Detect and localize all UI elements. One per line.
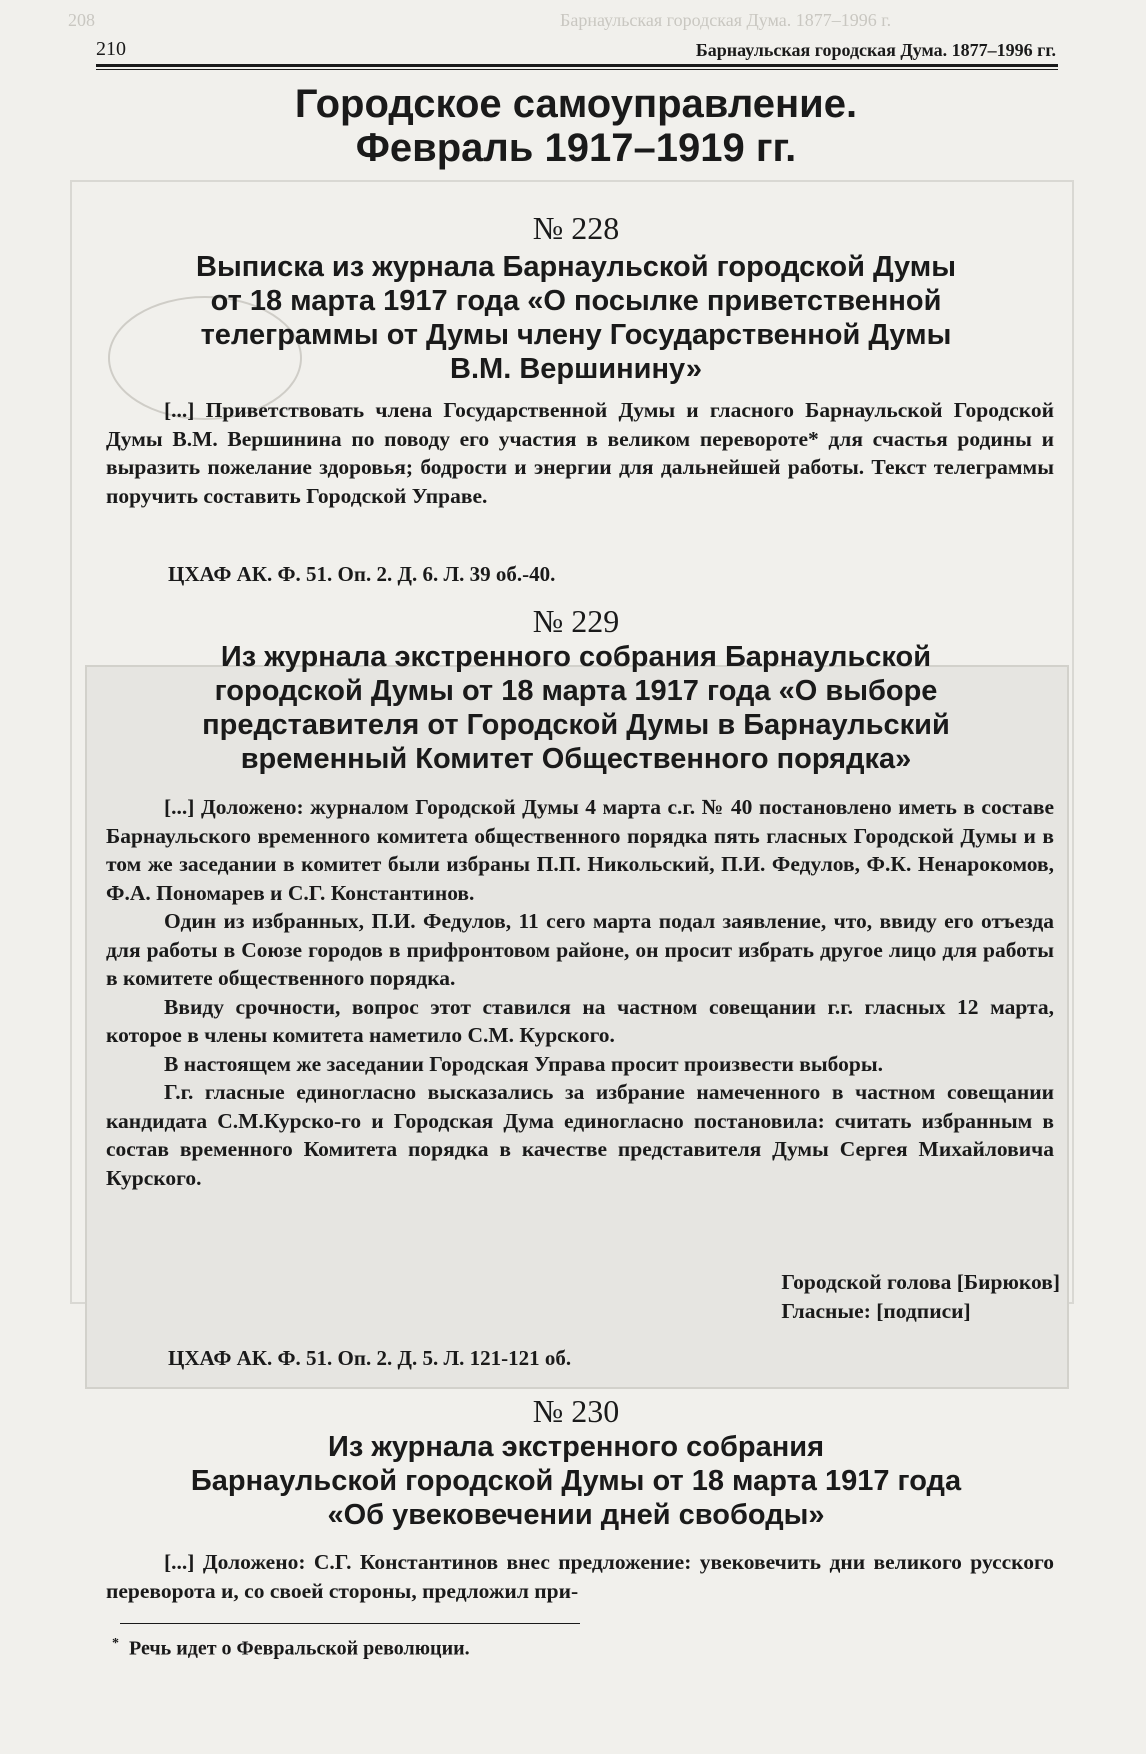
title-line: городской Думы от 18 марта 1917 года «О выборе xyxy=(214,675,938,707)
footnote-rule xyxy=(120,1623,580,1624)
title-line: представителя от Городской Думы в Барнаульский xyxy=(202,709,950,741)
document-number: № 228 xyxy=(532,210,620,246)
footnote xyxy=(112,1636,470,1661)
paragraph: [...] Доложено: С.Г. Константинов внес предложение: увековечить дни великого русского переворота и, со своей стороны, предложил при- xyxy=(106,1550,1054,1603)
document-body xyxy=(106,1548,1054,1605)
paragraph: [...] Приветствовать члена Государственной Думы и гласного Барнаульской Городской Думы В.М. Вершинина по поводу его участия в великом перевороте* для счастья родины и выразить пожелание здоровья; бодрости и энергии для дальнейшей работы. Текст телеграммы поручить составить Городской Управе. xyxy=(106,398,1054,508)
title-line: «Об увековечении дней свободы» xyxy=(327,1499,825,1531)
document-title xyxy=(96,640,1056,776)
section-title-line: Городское самоуправление. xyxy=(294,82,858,126)
archive-source: ЦХАФ АК. Ф. 51. Оп. 2. Д. 5. Л. 121-121 об. xyxy=(168,1346,572,1370)
title-line: Из журнала экстренного собрания xyxy=(328,1431,824,1463)
title-line: Из журнала экстренного собрания Барнаульской xyxy=(220,641,932,673)
footnote-text: Речь идет о Февральской революции. xyxy=(129,1637,470,1660)
running-header xyxy=(96,36,1056,64)
paragraph: Ввиду срочности, вопрос этот ставился на частном совещании г.г. гласных 12 марта, которое в члены комитета наметило С.М. Курского. xyxy=(106,994,1054,1047)
bleed-through-page-number: 208 xyxy=(68,10,95,30)
signatures xyxy=(781,1268,1060,1325)
paragraph: Один из избранных, П.И. Федулов, 11 сего марта подал заявление, что, ввиду его отъезда для работы в Союзе городов в прифронтовом районе, он просит избрать другое лицо для работы в комитете общественного порядка. xyxy=(106,909,1054,990)
title-line: В.М. Вершинину» xyxy=(450,353,702,385)
document-body xyxy=(106,793,1054,1192)
paragraph: [...] Доложено: журналом Городской Думы 4 марта с.г. № 40 постановлено иметь в составе Барнаульского временного комитета общественного порядка пять гласных Городской Думы и в том же заседании в комитет были избраны П.П. Никольский, П.И. Федулов, Ф.К. Ненарокомов, Ф.А. Пономарев и С.Г. Константинов. xyxy=(106,795,1054,905)
document-body xyxy=(106,396,1054,510)
running-title: Барнаульская городская Дума. 1877–1996 гг. xyxy=(695,40,1056,60)
signature-line: Городской голова [Бирюков] xyxy=(781,1270,1060,1294)
signature-line: Гласные: [подписи] xyxy=(781,1298,971,1323)
bleed-through-running-title: Барнаульская городская Дума. 1877–1996 г. xyxy=(560,10,892,30)
footnote-mark: * xyxy=(112,1636,119,1651)
document-title xyxy=(96,250,1056,386)
paragraph: В настоящем же заседании Городская Управа просит произвести выборы. xyxy=(164,1051,884,1076)
header-rule-thin xyxy=(96,69,1058,70)
header-rule xyxy=(96,64,1058,67)
title-line: от 18 марта 1917 года «О посылке приветственной xyxy=(210,285,942,317)
title-line: Выписка из журнала Барнаульской городской Думы xyxy=(196,251,956,283)
document-number: № 230 xyxy=(532,1393,620,1429)
document-number: № 229 xyxy=(532,603,620,639)
title-line: временный Комитет Общественного порядка» xyxy=(240,743,912,775)
archive-source: ЦХАФ АК. Ф. 51. Оп. 2. Д. 6. Л. 39 об.-40. xyxy=(168,562,556,586)
paragraph: Г.г. гласные единогласно высказались за избрание намеченного в частном совещании кандидата С.М.Курско-го и Городская Дума единогласно постановила: считать избранным в состав временного Комитета порядка в качестве представителя Думы Сергея Михайловича Курского. xyxy=(106,1080,1054,1190)
section-title xyxy=(96,82,1056,170)
document-title xyxy=(96,1430,1056,1532)
page-number: 210 xyxy=(96,38,126,60)
title-line: Барнаульской городской Думы от 18 марта 1917 года xyxy=(190,1465,962,1497)
section-title-line: Февраль 1917–1919 гг. xyxy=(355,126,797,170)
title-line: телеграммы от Думы члену Государственной Думы xyxy=(200,319,952,351)
